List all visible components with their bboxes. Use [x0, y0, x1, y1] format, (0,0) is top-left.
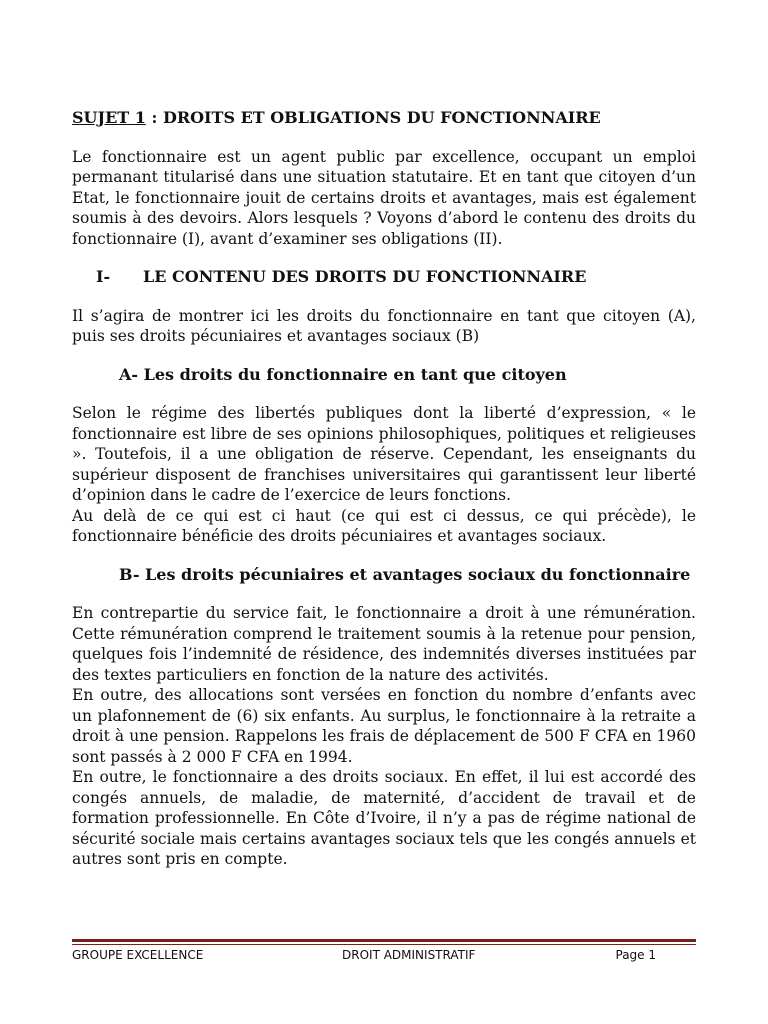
section-title: LE CONTENU DES DROITS DU FONCTIONNAIRE — [143, 267, 587, 286]
section-number: I- — [96, 267, 111, 286]
section-intro-paragraph: Il s’agira de montrer ici les droits du fonctionnaire en tant que citoyen (A), puis ses droits pécuniaires et avantages sociaux (B) — [72, 306, 696, 345]
footer-left: GROUPE EXCELLENCE — [72, 948, 204, 962]
subsection-b-paragraph-3: En outre, le fonctionnaire a des droits sociaux. En effet, il lui est accordé des congés annuels, de maladie, de maternité, d’accident de travail et de formation professionnelle. En Côte d’Ivoire, il n’y a pas de régime national de sécurité sociale mais certains avantages sociaux tels que les congés annuels et autres sont pris en compte. — [72, 768, 696, 868]
footer-center: DROIT ADMINISTRATIF — [342, 948, 476, 962]
subsection-b-paragraph-2: En outre, des allocations sont versées en fonction du nombre d’enfants avec un plafonnement de (6) six enfants. Au surplus, le fonctionnaire à la retraite a droit à une pension. Rappelons les frais de déplacement de 500 F CFA en 1960 sont passés à 2 000 F CFA en 1994. — [72, 686, 696, 766]
section-heading — [72, 267, 696, 288]
subsection-b-paragraph-1: En contrepartie du service fait, le fonctionnaire a droit à une rémunération. Cette rémunération comprend le traitement soumis à la retenue pour pension, quelques fois l’indemnité de résidence, des indemnités diverses instituées par des textes particuliers en fonction de la nature des activités. — [72, 604, 696, 684]
subject-title: : DROITS ET OBLIGATIONS DU FONCTIONNAIRE — [145, 108, 601, 127]
subsection-a-heading: A- Les droits du fonctionnaire en tant que citoyen — [119, 364, 567, 384]
footer-page-number: Page 1 — [615, 948, 656, 962]
intro-paragraph: Le fonctionnaire est un agent public par excellence, occupant un emploi permanant titularisé dans une situation statutaire. Et en tant que citoyen d’un Etat, le fonctionnaire jouit de certains droits et avantages, mais est également soumis à des devoirs. Alors lesquels ? Voyons d’abord le contenu des droits du fonctionnaire (I), avant d’examiner ses obligations (II). — [72, 147, 696, 248]
document-title — [72, 108, 696, 129]
footer-rule — [72, 939, 696, 945]
subsection-b-heading: B- Les droits pécuniaires et avantages sociaux du fonctionnaire — [119, 564, 691, 584]
subsection-a-paragraph-1: Selon le régime des libertés publiques dont la liberté d’expression, « le fonctionnaire est libre de ses opinions philosophiques, politiques et religieuses ». Toutefois, il a une obligation de réserve. Cependant, les enseignants du supérieur disposent de franchises universitaires qui garantissent leur liberté d’opinion dans le cadre de l’exercice de leurs fonctions. — [72, 404, 696, 504]
document-page — [72, 108, 696, 870]
subject-number: SUJET 1 — [72, 108, 146, 127]
subsection-a-paragraph-2: Au delà de ce qui est ci haut (ce qui est ci dessus, ce qui précède), le fonctionnaire bénéficie des droits pécuniaires et avantages sociaux. — [72, 506, 696, 545]
